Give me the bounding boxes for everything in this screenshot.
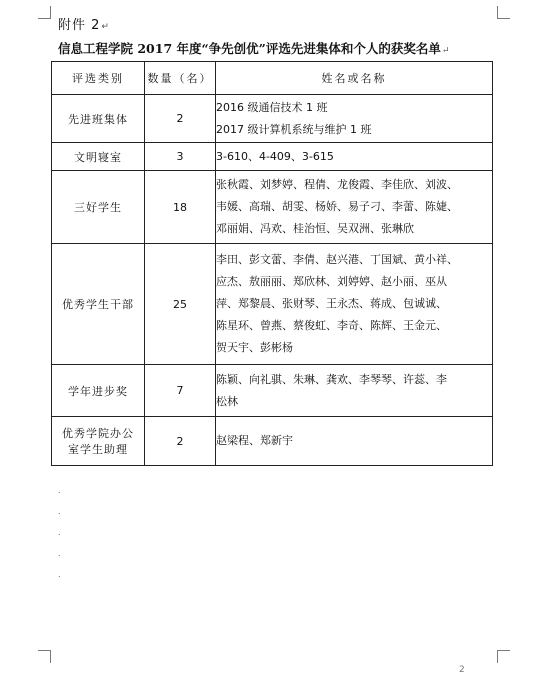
table-row [52,417,493,466]
empty-paragraph-marks [58,486,61,591]
page-corner-top-right [497,6,510,19]
name-line: 3-610、4-409、3-615 [216,149,334,163]
awards-table [51,61,493,466]
paragraph-mark: . [58,528,61,537]
document-title-text: 信息工程学院 2017 年度“争先创优”评选先进集体和个人的获奖名单 [58,41,441,56]
paragraph-mark-icon: ↵ [441,46,450,56]
page-corner-bottom-left [38,650,51,663]
header-names: 姓名或名称 [216,62,493,95]
category-cell: 文明寝室 [52,143,145,171]
name-line: 赵梁程、郑新宇 [216,434,293,447]
count-cell: 18 [145,171,216,244]
table-row [52,365,493,417]
names-cell [216,417,493,466]
category-cell: 优秀学生干部 [52,244,145,365]
header-count: 数量（名） [145,62,216,95]
count-cell: 25 [145,244,216,365]
names-cell [216,95,493,143]
name-line: 张秋霞、刘梦婷、程倩、龙俊霞、李佳欣、刘波、 [216,178,458,191]
document-title [58,39,498,57]
paragraph-mark: . [58,549,61,558]
table-row [52,95,493,143]
name-line: 应杰、敖丽丽、郑欣林、刘婷婷、赵小丽、巫从 [216,275,447,288]
table-row [52,143,493,171]
table-row [52,244,493,365]
name-line: 邓丽娟、冯欢、桂治恒、吴双洲、张琳欣 [216,222,414,235]
paragraph-mark-icon: ↵ [101,22,110,32]
paragraph-mark: . [58,486,61,495]
category-cell: 先进班集体 [52,95,145,143]
page-number: 2 [459,665,465,675]
attachment-label-text: 附件 2 [58,18,101,33]
count-cell: 2 [145,95,216,143]
name-line: 萍、郑黎晨、张财琴、王永杰、蒋成、包诚诚、 [216,297,447,310]
name-line: 陈星环、曾燕、蔡俊虹、李奇、陈辉、王金元、 [216,319,447,332]
name-line: 贺天宇、彭彬杨 [216,341,293,354]
table-header-row [52,62,493,95]
category-cell: 三好学生 [52,171,145,244]
names-cell [216,171,493,244]
name-line: 韦媛、高瑞、胡雯、杨娇、易子刁、李蕾、陈婕、 [216,200,458,213]
name-line: 陈颖、向礼骐、朱琳、龚欢、李琴琴、许蕊、李 [216,372,447,386]
count-cell: 2 [145,417,216,466]
name-line: 李田、彭文蕾、李倩、赵兴港、丁国斌、黄小祥、 [216,253,458,266]
table-row [52,171,493,244]
category-cell: 优秀学院办公室学生助理 [52,417,145,466]
names-cell [216,143,493,171]
attachment-label [58,14,110,33]
names-cell [216,244,493,365]
page-corner-bottom-right [497,650,510,663]
names-cell [216,365,493,417]
count-cell: 7 [145,365,216,417]
category-cell: 学年进步奖 [52,365,145,417]
paragraph-mark: . [58,507,61,516]
count-cell: 3 [145,143,216,171]
header-category: 评选类别 [52,62,145,95]
name-line: 松林 [216,394,238,408]
paragraph-mark: . [58,570,61,579]
name-line: 2016 级通信技术 1 班 [216,100,328,114]
page-corner-top-left [38,6,51,19]
name-line: 2017 级计算机系统与维护 1 班 [216,122,372,136]
